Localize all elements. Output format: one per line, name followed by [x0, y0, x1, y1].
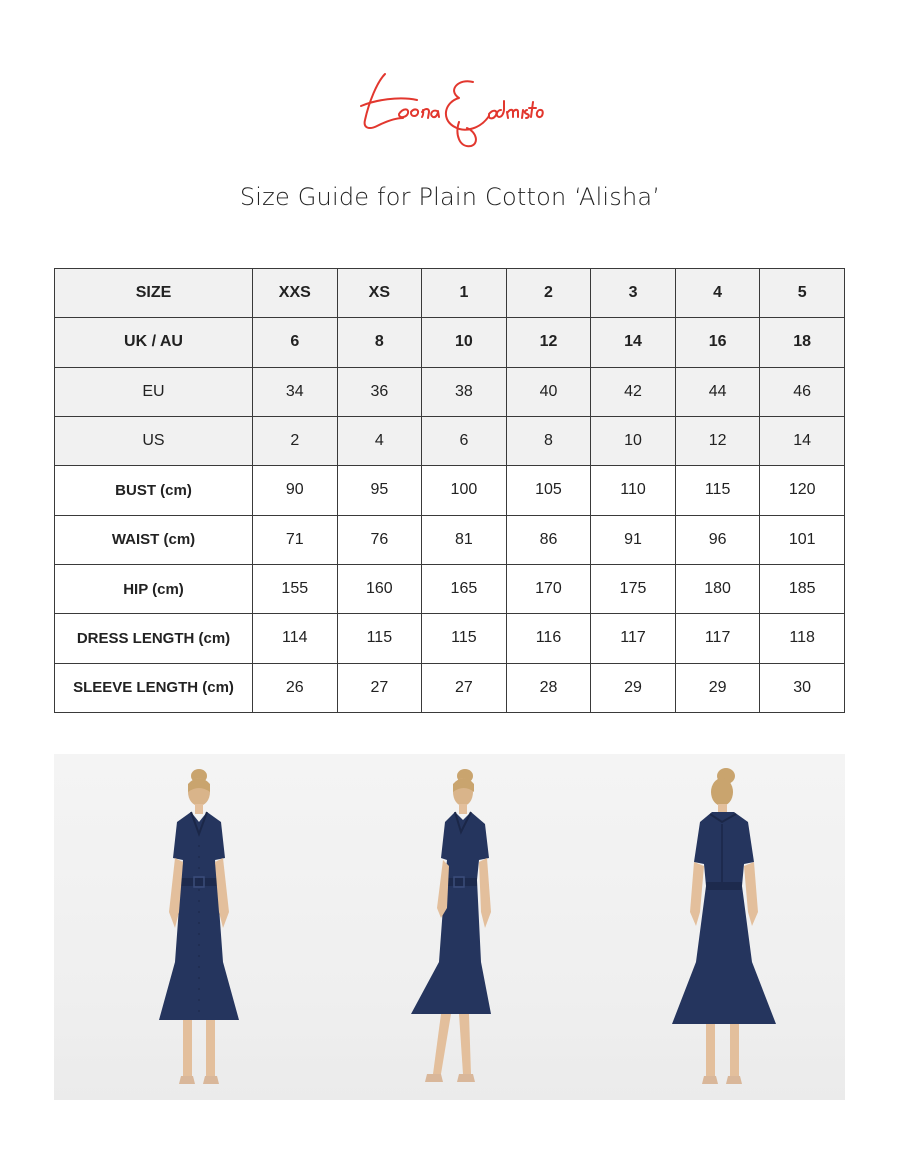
table-cell: 91	[591, 515, 676, 564]
table-cell: 100	[422, 466, 507, 515]
table-cell: 42	[591, 367, 676, 416]
table-row-uk-au	[55, 318, 845, 367]
table-row-waist	[55, 515, 845, 564]
table-cell: 101	[760, 515, 845, 564]
column-header: 5	[760, 269, 845, 318]
table-cell: 115	[337, 614, 422, 663]
table-cell: 14	[591, 318, 676, 367]
table-cell: 44	[675, 367, 760, 416]
product-photo-strip	[54, 754, 845, 1100]
table-cell: 71	[253, 515, 338, 564]
table-row-hip	[55, 564, 845, 613]
model-side-photo	[399, 762, 519, 1094]
table-cell: 30	[760, 663, 845, 712]
model-front-photo	[139, 762, 259, 1094]
row-label: HIP (cm)	[55, 564, 253, 613]
table-cell: 36	[337, 367, 422, 416]
row-label: BUST (cm)	[55, 466, 253, 515]
table-row-us	[55, 416, 845, 465]
table-cell: 12	[675, 416, 760, 465]
column-header: SIZE	[55, 269, 253, 318]
table-cell: 160	[337, 564, 422, 613]
table-cell: 117	[591, 614, 676, 663]
table-cell: 27	[422, 663, 507, 712]
table-cell: 12	[506, 318, 591, 367]
table-cell: 115	[675, 466, 760, 515]
table-cell: 8	[337, 318, 422, 367]
row-label: EU	[55, 367, 253, 416]
table-cell: 6	[422, 416, 507, 465]
row-label: DRESS LENGTH (cm)	[55, 614, 253, 663]
size-chart-table	[54, 268, 845, 713]
table-cell: 4	[337, 416, 422, 465]
table-cell: 185	[760, 564, 845, 613]
table-cell: 175	[591, 564, 676, 613]
table-cell: 46	[760, 367, 845, 416]
column-header: 4	[675, 269, 760, 318]
table-cell: 117	[675, 614, 760, 663]
table-cell: 155	[253, 564, 338, 613]
model-back-photo	[664, 762, 784, 1094]
table-cell: 8	[506, 416, 591, 465]
column-header: XXS	[253, 269, 338, 318]
brand-logo	[355, 62, 545, 152]
table-cell: 115	[422, 614, 507, 663]
table-cell: 165	[422, 564, 507, 613]
table-cell: 81	[422, 515, 507, 564]
table-cell: 95	[337, 466, 422, 515]
row-label: WAIST (cm)	[55, 515, 253, 564]
table-cell: 76	[337, 515, 422, 564]
table-cell: 105	[506, 466, 591, 515]
table-cell: 26	[253, 663, 338, 712]
table-cell: 90	[253, 466, 338, 515]
table-row-dress-length	[55, 614, 845, 663]
table-cell: 170	[506, 564, 591, 613]
column-header: 2	[506, 269, 591, 318]
table-cell: 116	[506, 614, 591, 663]
row-label: US	[55, 416, 253, 465]
table-cell: 86	[506, 515, 591, 564]
table-cell: 2	[253, 416, 338, 465]
table-cell: 18	[760, 318, 845, 367]
table-header-row	[55, 269, 845, 318]
table-cell: 118	[760, 614, 845, 663]
column-header: 1	[422, 269, 507, 318]
page-title: Size Guide for Plain Cotton ‘Alisha’	[239, 183, 661, 211]
table-cell: 40	[506, 367, 591, 416]
column-header: 3	[591, 269, 676, 318]
table-cell: 34	[253, 367, 338, 416]
table-cell: 6	[253, 318, 338, 367]
table-cell: 29	[591, 663, 676, 712]
table-cell: 38	[422, 367, 507, 416]
table-cell: 110	[591, 466, 676, 515]
table-cell: 114	[253, 614, 338, 663]
table-cell: 180	[675, 564, 760, 613]
table-cell: 29	[675, 663, 760, 712]
table-cell: 28	[506, 663, 591, 712]
table-row-eu	[55, 367, 845, 416]
table-cell: 120	[760, 466, 845, 515]
table-cell: 16	[675, 318, 760, 367]
table-row-sleeve-length	[55, 663, 845, 712]
table-cell: 96	[675, 515, 760, 564]
row-label: SLEEVE LENGTH (cm)	[55, 663, 253, 712]
table-row-bust	[55, 466, 845, 515]
column-header: XS	[337, 269, 422, 318]
table-cell: 27	[337, 663, 422, 712]
table-cell: 10	[591, 416, 676, 465]
row-label: UK / AU	[55, 318, 253, 367]
table-cell: 14	[760, 416, 845, 465]
table-cell: 10	[422, 318, 507, 367]
